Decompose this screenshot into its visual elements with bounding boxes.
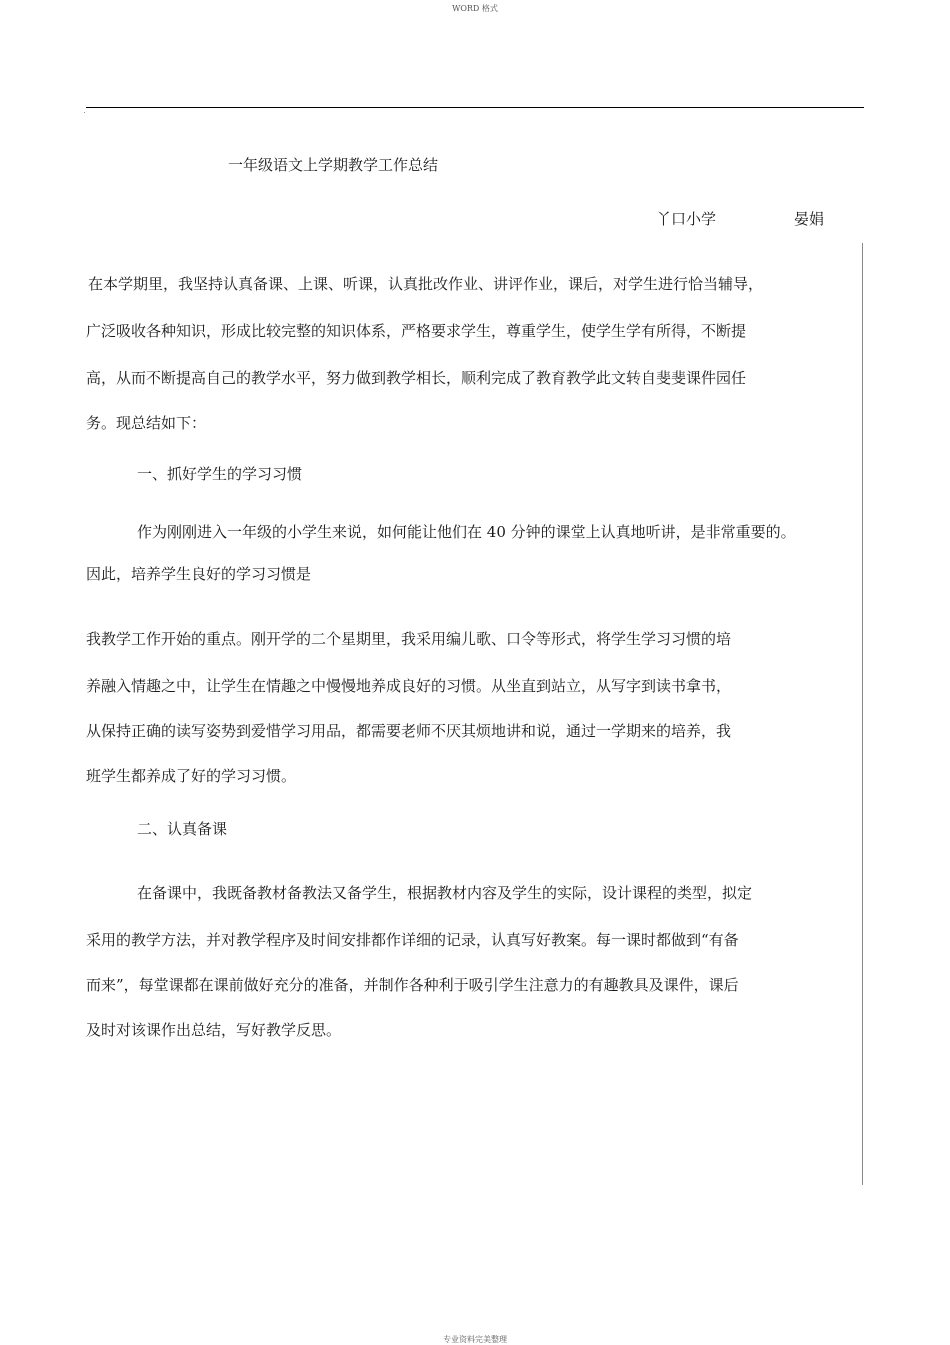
school-name: 丫口小学 bbox=[656, 210, 717, 228]
section-heading: 一、抓好学生的学习习惯 bbox=[137, 465, 303, 483]
paragraph-line: 因此，培养学生良好的学习习惯是 bbox=[86, 565, 312, 583]
paragraph-line: 作为刚刚进入一年级的小学生来说，如何能让他们在 40 分钟的课堂上认真地听讲，是非常重要的。 bbox=[137, 523, 796, 541]
page-header-label: WORD 格式 bbox=[452, 4, 498, 13]
paragraph-line: 广泛吸收各种知识，形成比较完整的知识体系，严格要求学生，尊重学生，使学生学有所得，不断提 bbox=[86, 322, 747, 340]
paragraph-line: 而来”，每堂课都在课前做好充分的准备，并制作各种利于吸引学生注意力的有趣教具及课件，课后 bbox=[86, 976, 739, 994]
header-rule bbox=[86, 107, 864, 108]
paragraph-line: 班学生都养成了好的学习习惯。 bbox=[86, 767, 297, 785]
author-name: 晏娟 bbox=[794, 210, 825, 228]
paragraph-line: 养融入情趣之中，让学生在情趣之中慢慢地养成良好的习惯。从坐直到站立，从写字到读书拿书， bbox=[86, 677, 732, 695]
paragraph-line: 及时对该课作出总结，写好教学反思。 bbox=[86, 1021, 342, 1039]
paragraph-line: 采用的教学方法，并对教学程序及时间安排都作详细的记录，认真写好教案。每一课时都做到“有备 bbox=[86, 931, 739, 949]
paragraph-line: 务。现总结如下： bbox=[86, 414, 207, 432]
document-title: 一年级语文上学期教学工作总结 bbox=[228, 156, 439, 174]
paragraph-line: 在备课中，我既备教材备教法又备学生，根据教材内容及学生的实际，设计课程的类型，拟定 bbox=[137, 884, 753, 902]
right-margin-rule bbox=[862, 243, 863, 1185]
paragraph-line: 高，从而不断提高自己的教学水平，努力做到教学相长，顺利完成了教育教学此文转自斐斐课件园任 bbox=[86, 369, 747, 387]
paragraph-line: 从保持正确的读写姿势到爱惜学习用品，都需要老师不厌其烦地讲和说，通过一学期来的培养，我 bbox=[86, 722, 732, 740]
margin-dot bbox=[84, 112, 85, 113]
section-heading: 二、认真备课 bbox=[137, 820, 228, 838]
paragraph-line: 在本学期里，我坚持认真备课、上课、听课，认真批改作业、讲评作业，课后，对学生进行恰当辅导， bbox=[88, 275, 764, 293]
paragraph-line: 我教学工作开始的重点。刚开学的二个星期里，我采用编儿歌、口令等形式，将学生学习习惯的培 bbox=[86, 630, 732, 648]
page-footer-label: 专业资料完美整理 bbox=[443, 1335, 507, 1344]
